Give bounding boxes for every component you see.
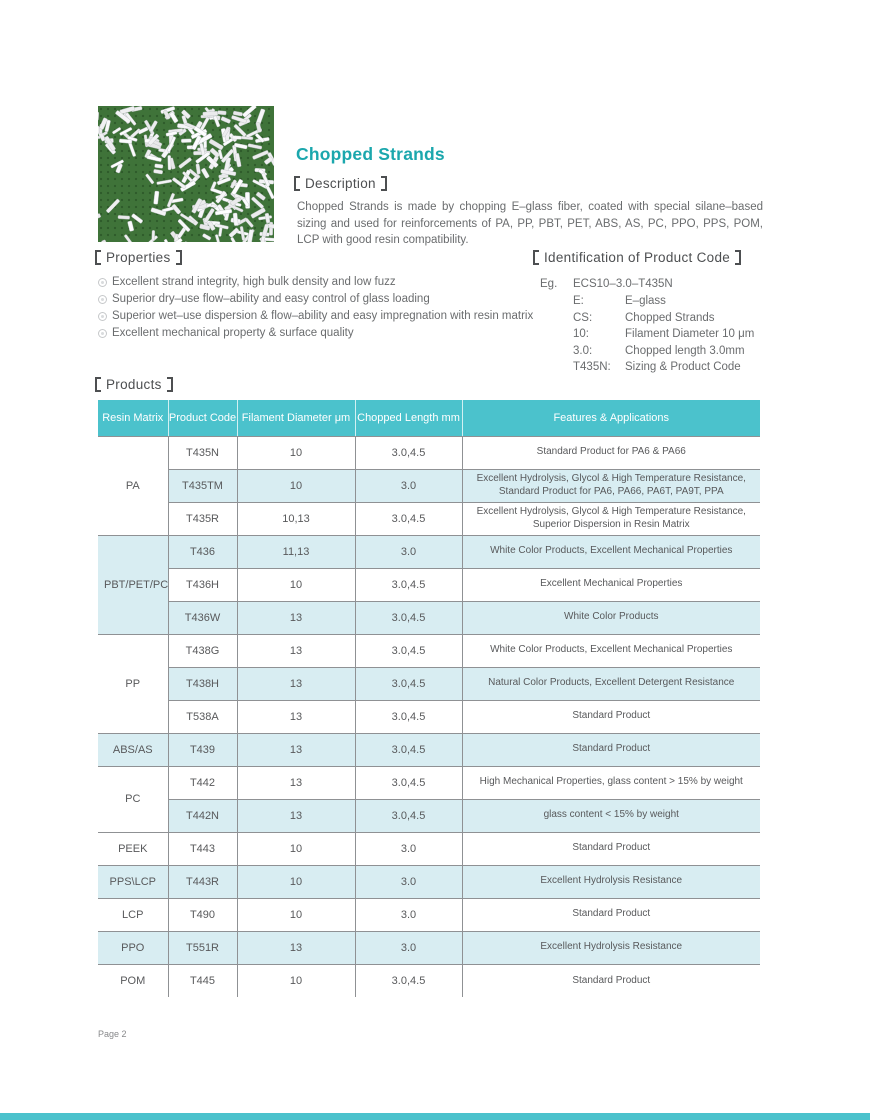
- cell-filament-diameter: 10,13: [237, 502, 355, 535]
- cell-resin-matrix: LCP: [98, 898, 168, 931]
- cell-chopped-length: 3.0: [355, 469, 462, 502]
- cell-filament-diameter: 13: [237, 733, 355, 766]
- cell-chopped-length: 3.0: [355, 931, 462, 964]
- code-part-row: [573, 326, 754, 343]
- cell-filament-diameter: 10: [237, 568, 355, 601]
- table-row: [98, 898, 760, 931]
- example-code-line: [540, 276, 754, 293]
- cell-resin-matrix: PC: [98, 766, 168, 832]
- table-row: [98, 535, 760, 568]
- code-part-row: [573, 310, 754, 327]
- cell-chopped-length: 3.0,4.5: [355, 601, 462, 634]
- table-row: [98, 733, 760, 766]
- code-part-value: E–glass: [625, 295, 666, 307]
- table-row: [98, 601, 760, 634]
- table-row: [98, 667, 760, 700]
- cell-resin-matrix: POM: [98, 964, 168, 997]
- property-item-label: Superior dry–use flow–ability and easy control of glass loading: [112, 293, 430, 305]
- table-row: [98, 502, 760, 535]
- table-row: [98, 832, 760, 865]
- cell-resin-matrix: PA: [98, 436, 168, 535]
- cell-product-code: T436W: [168, 601, 237, 634]
- cell-resin-matrix: PPS\LCP: [98, 865, 168, 898]
- bullet-icon: [98, 312, 107, 321]
- properties-heading-label: Properties: [106, 250, 171, 265]
- cell-features: Excellent Hydrolysis Resistance: [462, 865, 760, 898]
- table-row: [98, 799, 760, 832]
- left-bracket-icon: [95, 250, 101, 265]
- property-item: [98, 325, 533, 342]
- products-heading-label: Products: [106, 377, 162, 392]
- cell-product-code: T438G: [168, 634, 237, 667]
- cell-filament-diameter: 13: [237, 931, 355, 964]
- cell-chopped-length: 3.0: [355, 865, 462, 898]
- code-part-row: [573, 343, 754, 360]
- cell-filament-diameter: 10: [237, 436, 355, 469]
- property-item: [98, 291, 533, 308]
- code-part-key: E:: [573, 295, 584, 307]
- right-bracket-icon: [735, 250, 741, 265]
- cell-features: White Color Products: [462, 601, 760, 634]
- code-part-value: Chopped length 3.0mm: [625, 344, 745, 357]
- page-title: Chopped Strands: [296, 144, 445, 164]
- page-number: Page 2: [98, 1029, 127, 1039]
- cell-filament-diameter: 13: [237, 799, 355, 832]
- table-header-row: [98, 400, 760, 436]
- code-part-key: 10:: [573, 328, 589, 340]
- column-header: Filament Diameter μm: [237, 400, 355, 436]
- cell-product-code: T438H: [168, 667, 237, 700]
- property-item-label: Excellent strand integrity, high bulk density and low fuzz: [112, 276, 396, 288]
- table-row: [98, 634, 760, 667]
- cell-chopped-length: 3.0,4.5: [355, 964, 462, 997]
- cell-filament-diameter: 10: [237, 865, 355, 898]
- cell-features: Excellent Hydrolysis Resistance: [462, 931, 760, 964]
- code-part-value: Chopped Strands: [625, 311, 715, 324]
- identification-block: [540, 276, 754, 376]
- cell-chopped-length: 3.0: [355, 535, 462, 568]
- properties-list: [98, 274, 533, 342]
- right-bracket-icon: [381, 176, 387, 191]
- cell-product-code: T439: [168, 733, 237, 766]
- table-row: [98, 865, 760, 898]
- cell-resin-matrix: PPO: [98, 931, 168, 964]
- cell-product-code: T435R: [168, 502, 237, 535]
- cell-chopped-length: 3.0: [355, 898, 462, 931]
- cell-chopped-length: 3.0: [355, 832, 462, 865]
- cell-resin-matrix: PEEK: [98, 832, 168, 865]
- cell-chopped-length: 3.0,4.5: [355, 733, 462, 766]
- cell-filament-diameter: 10: [237, 469, 355, 502]
- cell-features: Excellent Mechanical Properties: [462, 568, 760, 601]
- table-row: [98, 469, 760, 502]
- cell-product-code: T445: [168, 964, 237, 997]
- description-text: Chopped Strands is made by chopping E–glass fiber, coated with special silane–based sizing and used for reinforcements of PA, PP, PBT, PET, ABS, AS, PC, PPO, PPS, POM, LCP with good resin compatibility.: [297, 201, 763, 247]
- cell-features: Standard Product: [462, 733, 760, 766]
- table-row: [98, 964, 760, 997]
- left-bracket-icon: [95, 377, 101, 392]
- code-part-key: 3.0:: [573, 344, 593, 357]
- products-table: [98, 400, 760, 997]
- cell-product-code: T435TM: [168, 469, 237, 502]
- cell-features: Standard Product: [462, 700, 760, 733]
- cell-product-code: T442: [168, 766, 237, 799]
- cell-product-code: T490: [168, 898, 237, 931]
- cell-chopped-length: 3.0,4.5: [355, 436, 462, 469]
- cell-filament-diameter: 10: [237, 832, 355, 865]
- cell-product-code: T443R: [168, 865, 237, 898]
- identification-heading-label: Identification of Product Code: [544, 250, 731, 265]
- column-header: Product Code: [168, 400, 237, 436]
- cell-features: White Color Products, Excellent Mechanical Properties: [462, 634, 760, 667]
- code-parts-list: [573, 293, 754, 376]
- code-part-value: Filament Diameter 10 μm: [625, 328, 755, 340]
- cell-product-code: T551R: [168, 931, 237, 964]
- cell-features: Standard Product: [462, 832, 760, 865]
- cell-resin-matrix: ABS/AS: [98, 733, 168, 766]
- cell-product-code: T436: [168, 535, 237, 568]
- table-row: [98, 700, 760, 733]
- property-item-label: Superior wet–use dispersion & flow–ability and easy impregnation with resin matrix: [112, 310, 534, 322]
- code-part-value: Sizing & Product Code: [625, 361, 741, 373]
- bullet-icon: [98, 295, 107, 304]
- cell-filament-diameter: 13: [237, 667, 355, 700]
- cell-filament-diameter: 11,13: [237, 535, 355, 568]
- cell-features: Excellent Hydrolysis, Glycol & High Temperature Resistance, Superior Dispersion in Resin Matrix: [462, 502, 760, 535]
- cell-product-code: T538A: [168, 700, 237, 733]
- properties-heading: [95, 250, 182, 265]
- table-row: [98, 766, 760, 799]
- cell-product-code: T435N: [168, 436, 237, 469]
- description-heading-label: Description: [305, 176, 376, 191]
- example-label: Eg.: [540, 278, 558, 290]
- cell-chopped-length: 3.0,4.5: [355, 766, 462, 799]
- cell-resin-matrix: PP: [98, 634, 168, 733]
- product-photo: [98, 106, 274, 242]
- cell-filament-diameter: 10: [237, 964, 355, 997]
- cell-filament-diameter: 13: [237, 766, 355, 799]
- cell-product-code: T443: [168, 832, 237, 865]
- left-bracket-icon: [294, 176, 300, 191]
- bullet-icon: [98, 278, 107, 287]
- code-part-row: [573, 293, 754, 310]
- cell-chopped-length: 3.0,4.5: [355, 634, 462, 667]
- example-code: ECS10–3.0–T435N: [573, 278, 673, 290]
- cell-features: Excellent Hydrolysis, Glycol & High Temperature Resistance, Standard Product for PA6, PA66, PA6T, PA9T, PPA: [462, 469, 760, 502]
- cell-resin-matrix: PBT/PET/PC: [98, 535, 168, 634]
- right-bracket-icon: [167, 377, 173, 392]
- cell-features: Standard Product: [462, 898, 760, 931]
- code-part-row: [573, 359, 754, 376]
- identification-heading: [533, 250, 741, 265]
- cell-product-code: T442N: [168, 799, 237, 832]
- code-part-key: CS:: [573, 311, 593, 324]
- cell-features: High Mechanical Properties, glass content > 15% by weight: [462, 766, 760, 799]
- footer-accent-bar: [0, 1113, 870, 1120]
- cell-chopped-length: 3.0,4.5: [355, 700, 462, 733]
- products-heading: [95, 377, 173, 392]
- right-bracket-icon: [176, 250, 182, 265]
- cell-features: Standard Product: [462, 964, 760, 997]
- cell-chopped-length: 3.0,4.5: [355, 667, 462, 700]
- bullet-icon: [98, 329, 107, 338]
- table-row: [98, 436, 760, 469]
- column-header: Features & Applications: [462, 400, 760, 436]
- cell-filament-diameter: 13: [237, 634, 355, 667]
- code-part-key: T435N:: [573, 361, 611, 373]
- cell-chopped-length: 3.0,4.5: [355, 502, 462, 535]
- cell-filament-diameter: 13: [237, 700, 355, 733]
- cell-features: White Color Products, Excellent Mechanical Properties: [462, 535, 760, 568]
- cell-chopped-length: 3.0,4.5: [355, 568, 462, 601]
- chopped-strands-image: [98, 106, 274, 242]
- cell-features: glass content < 15% by weight: [462, 799, 760, 832]
- property-item-label: Excellent mechanical property & surface quality: [112, 327, 354, 339]
- cell-chopped-length: 3.0,4.5: [355, 799, 462, 832]
- property-item: [98, 274, 533, 291]
- column-header: Resin Matrix: [98, 400, 168, 436]
- products-table-container: [98, 400, 760, 997]
- left-bracket-icon: [533, 250, 539, 265]
- cell-features: Standard Product for PA6 & PA66: [462, 436, 760, 469]
- table-row: [98, 568, 760, 601]
- description-heading: [294, 176, 387, 191]
- table-row: [98, 931, 760, 964]
- cell-filament-diameter: 10: [237, 898, 355, 931]
- column-header: Chopped Length mm: [355, 400, 462, 436]
- cell-features: Natural Color Products, Excellent Detergent Resistance: [462, 667, 760, 700]
- cell-product-code: T436H: [168, 568, 237, 601]
- cell-filament-diameter: 13: [237, 601, 355, 634]
- property-item: [98, 308, 533, 325]
